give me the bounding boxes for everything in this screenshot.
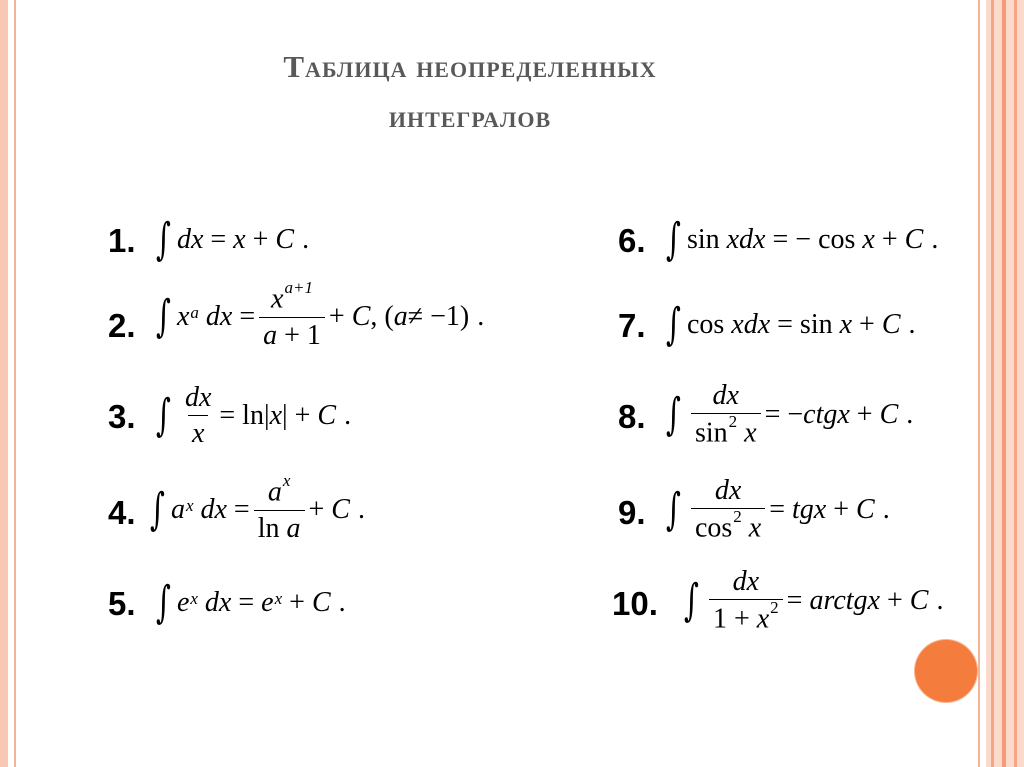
formula-7: ∫ cos xdx = sin x + C . [666,299,916,350]
slide-frame-right-line [1014,0,1017,767]
formula-2: ∫ x $^a$ dx = $\frac{x^{a+1}}{a + 1}$ + C , ( a ≠ −1) . [156,278,485,351]
slide-frame-right-line [978,0,980,767]
formula-number: 6. [618,222,646,259]
slide-frame-right-line [991,0,994,767]
formula-number: 5. [108,585,136,622]
title-line-2: интегралов [388,99,552,134]
formula-number: 7. [618,307,646,344]
formula-6: ∫ sin xdx = − cos x + C . [666,214,939,265]
slide-title [140,42,800,142]
slide-frame-left-line [14,0,16,767]
decorative-orange-circle [915,640,977,702]
title-line-1: Таблица неопределенных [283,49,657,84]
formula-1: ∫ dx = x + C . [156,214,310,265]
slide-frame-left [0,0,8,767]
formula-10: ∫ $\frac{dx}{1 + x^2}$ = arctgx + C . [684,566,944,635]
formula-number: 4. [108,494,136,531]
formula-number: 8. [618,398,646,435]
formula-number: 1. [108,222,136,259]
formula-4: ∫ a $^x$ dx = $\frac{a^x}{\text{ln a}}$ + C . [150,471,365,544]
formula-number: 10. [612,585,658,622]
formula-3: ∫ $\frac{dx}{x}$ = ln| x | + C . [156,382,352,450]
formula-5: ∫ e $^x$ dx = e $^x$ + C . [156,577,346,628]
formula-number: 9. [618,494,646,531]
formula-9: ∫ $\frac{dx}{\cos^2 x}$ = tgx + C . [666,475,890,544]
formula-number: 3. [108,398,136,435]
formula-number: 2. [108,307,136,344]
slide-frame-right-line [1002,0,1006,767]
formula-8: ∫ $\frac{dx}{\sin^2 x}$ = − ctgx + C . [666,380,914,449]
